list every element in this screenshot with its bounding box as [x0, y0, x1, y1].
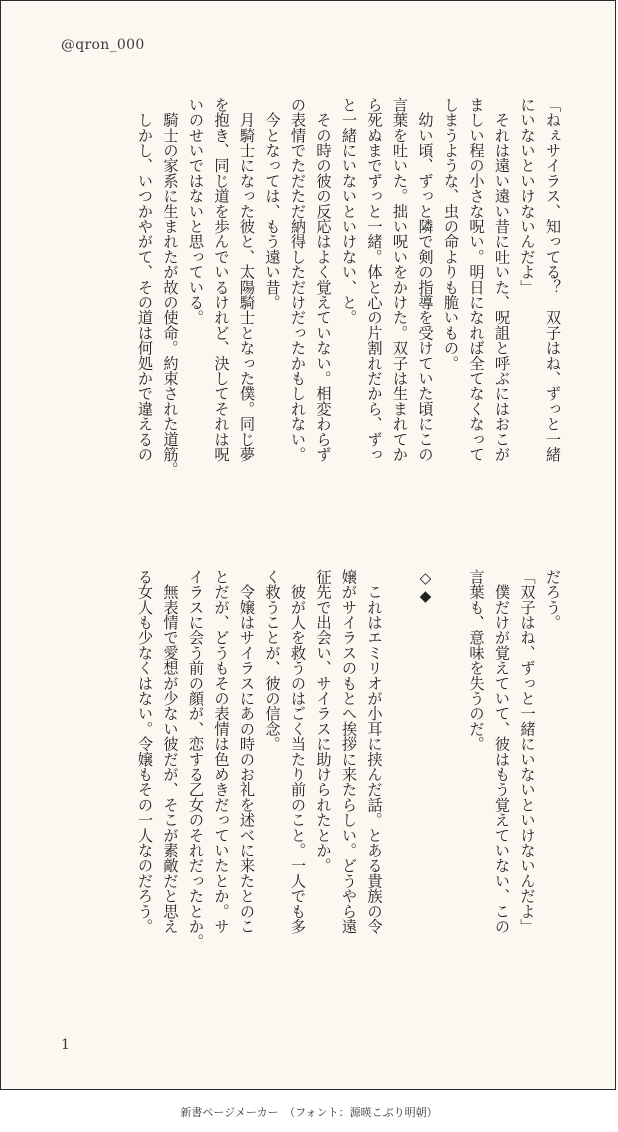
- text-block-top: [132, 97, 566, 527]
- text-line: 騎士の家系に生まれたが故の使命。約束された道筋。: [161, 97, 180, 477]
- text-line: しかし、いつかやがて、その道は何処かで違えるの: [136, 97, 154, 462]
- author-handle: @qron_000: [61, 37, 145, 53]
- text-line: ら死ぬまでずっと一緒。体と心の片割れだから、ずっ: [365, 97, 384, 462]
- text-line: 征先で出会い、サイラスに助けられたとか。: [314, 569, 333, 873]
- text-line: だろう。: [544, 569, 562, 630]
- text-line: 僕だけが覚えていて、彼はもう覚えていない、この: [493, 569, 511, 934]
- text-line: その時の彼の反応はよく覚えていない。相変わらず: [314, 97, 333, 462]
- text-line: 令嬢はサイラスにあの時のお礼を述べに来たとのこ: [238, 569, 256, 934]
- text-line: く救うことが、彼の信念。: [263, 569, 282, 752]
- text-line: 言葉も、意味を失うのだ。: [467, 569, 486, 752]
- text-line: の表情でただただ納得しただけだったかもしれない。: [289, 97, 307, 462]
- text-line: 今となっては、もう遠い昔。: [263, 97, 282, 310]
- text-line: これはエミリオが小耳に挟んだ話。とある貴族の令: [365, 569, 384, 934]
- text-line: ましい程の小さな呪い。明日になれば全てなくなって: [467, 97, 486, 462]
- text-line: を抱き、同じ道を歩んでいるけれど、決してそれは呪: [212, 97, 231, 462]
- text-line: 幼い頃、ずっと隣で剣の指導を受けていた頃にこの: [416, 97, 435, 462]
- text-line: イラスに会う前の顔が、恋する乙女のそれだったとか。: [187, 569, 205, 949]
- text-line: それは遠い遠い昔に吐いた、呪詛と呼ぶにはおこが: [493, 97, 511, 462]
- section-divider: ◇◆: [416, 569, 435, 605]
- text-line: 無表情で愛想が少ない彼だが、そこが素敵だと思え: [161, 569, 180, 934]
- text-line: にいないといけないんだよ」: [518, 97, 537, 295]
- text-line: と一緒にいないといけない、と。: [340, 97, 358, 325]
- text-line: 彼が人を救うのはごく当たり前のこと。一人でも多: [289, 569, 307, 934]
- text-line: いのせいではないと思っている。: [187, 97, 205, 325]
- text-line: 嬢がサイラスのもとへ挨拶に来たらしい。どうやら遠: [340, 569, 358, 934]
- text-line: しまうような、虫の命よりも脆いもの。: [442, 97, 460, 371]
- footer-credit: 新書ページメーカー （フォント：源暎こぶり明朝）: [180, 1106, 438, 1119]
- text-line: 「ねぇサイラス、知ってる？ 双子はね、ずっと一緒: [544, 97, 562, 462]
- text-line: 月騎士になった彼と、太陽騎士となった僕。同じ夢: [238, 97, 256, 462]
- text-block-bottom: [132, 569, 566, 999]
- text-line: 言葉を吐いた。拙い呪いをかけた。双子は生まれてか: [391, 97, 409, 462]
- text-line: [387, 569, 413, 999]
- text-line: とだが、どうもその表情は色めきだっていたとか。サ: [212, 569, 231, 934]
- text-line: 「双子はね、ずっと一緒にいないといけないんだよ」: [518, 569, 537, 934]
- text-line: る女人も少なくはない。令嬢もその一人なのだろう。: [136, 569, 154, 934]
- text-line: [438, 569, 464, 999]
- page-number: 1: [61, 1037, 70, 1053]
